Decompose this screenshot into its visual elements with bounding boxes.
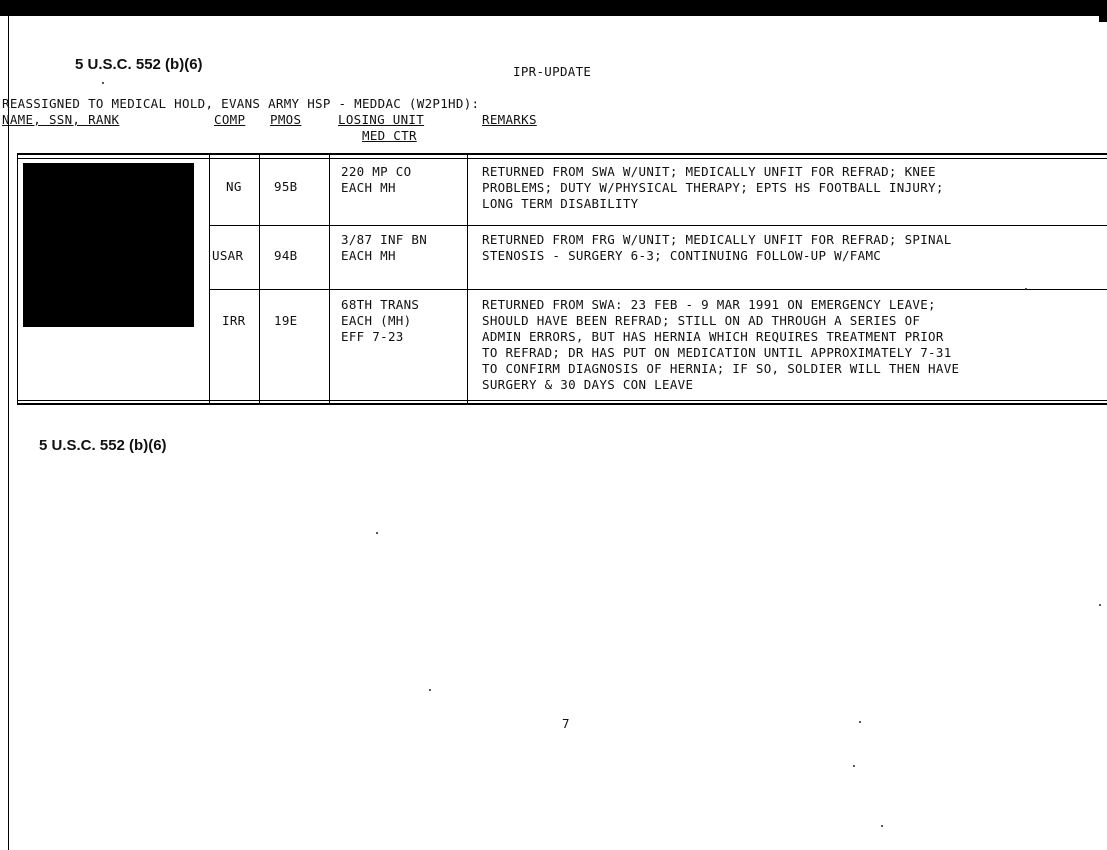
header-remarks: REMARKS xyxy=(482,112,537,127)
top-scan-bar xyxy=(0,0,1107,16)
row-divider-1 xyxy=(209,225,1107,226)
scan-speck xyxy=(1025,288,1027,290)
row1-losing-unit: 220 MP CO EACH MH xyxy=(341,164,412,195)
row2-comp: USAR xyxy=(212,248,244,263)
scan-speck xyxy=(1099,604,1101,606)
col-divider-comp-pmos xyxy=(259,155,260,403)
row2-remarks: RETURNED FROM FRG W/UNIT; MEDICALLY UNFIT FOR REFRAD; SPINAL STENOSIS - SURGERY 6-3; CONTINUING FOLLOW-UP W/FAMC xyxy=(482,232,952,263)
row3-remarks: RETURNED FROM SWA: 23 FEB - 9 MAR 1991 ON EMERGENCY LEAVE; SHOULD HAVE BEEN REFRAD; STILL ON AD THROUGH A SERIES OF ADMIN ERRORS, BUT HAS HERNIA WHICH REQUIRES TREATMENT PRIOR TO REFRAD; DR HAS PUT ON MEDICATION UNTIL APPROXIMATELY 7-31 TO CONFIRM DIAGNOSIS OF HERNIA; IF SO, SOLDIER WILL THEN HAVE SURGERY & 30 DAYS CON LEAVE xyxy=(482,297,960,392)
row2-losing-unit: 3/87 INF BN EACH MH xyxy=(341,232,428,263)
row2-pmos: 94B xyxy=(274,248,298,263)
header-med-ctr: MED CTR xyxy=(362,128,417,143)
exemption-label-top: 5 U.S.C. 552 (b)(6) xyxy=(75,56,203,73)
header-comp: COMP xyxy=(214,112,246,127)
header-name-ssn-rank: NAME, SSN, RANK xyxy=(2,112,120,127)
top-scan-bar-edge xyxy=(1099,0,1107,22)
scan-speck xyxy=(853,765,855,767)
row3-comp: IRR xyxy=(222,313,246,328)
scan-speck xyxy=(859,721,861,723)
exemption-label-bottom: 5 U.S.C. 552 (b)(6) xyxy=(39,437,167,454)
row3-pmos: 19E xyxy=(274,313,298,328)
header-losing-unit: LOSING UNIT xyxy=(338,112,425,127)
col-divider-unit-remarks xyxy=(467,155,468,403)
row1-remarks: RETURNED FROM SWA W/UNIT; MEDICALLY UNFIT FOR REFRAD; KNEE PROBLEMS; DUTY W/PHYSICAL THERAPY; EPTS HS FOOTBALL INJURY; LONG TERM DISABILITY xyxy=(482,164,944,211)
scan-speck xyxy=(429,689,431,691)
row1-comp: NG xyxy=(226,179,242,194)
document-title: IPR-UPDATE xyxy=(513,64,592,79)
table-bottom-inner-rule xyxy=(18,400,1107,401)
scan-speck xyxy=(881,825,883,827)
redaction-block xyxy=(23,163,194,327)
row1-pmos: 95B xyxy=(274,179,298,194)
page-number: 7 xyxy=(562,716,570,731)
col-divider-name-comp xyxy=(209,155,210,403)
scan-speck xyxy=(102,82,104,84)
scan-speck xyxy=(376,532,378,534)
row-divider-2 xyxy=(209,289,1107,290)
table-top-inner-rule xyxy=(18,158,1107,159)
row3-losing-unit: 68TH TRANS EACH (MH) EFF 7-23 xyxy=(341,297,420,344)
left-page-edge xyxy=(8,16,9,850)
col-divider-pmos-unit xyxy=(329,155,330,403)
header-pmos: PMOS xyxy=(270,112,302,127)
intro-line: REASSIGNED TO MEDICAL HOLD, EVANS ARMY HSP - MEDDAC (W2P1HD): xyxy=(2,96,480,111)
